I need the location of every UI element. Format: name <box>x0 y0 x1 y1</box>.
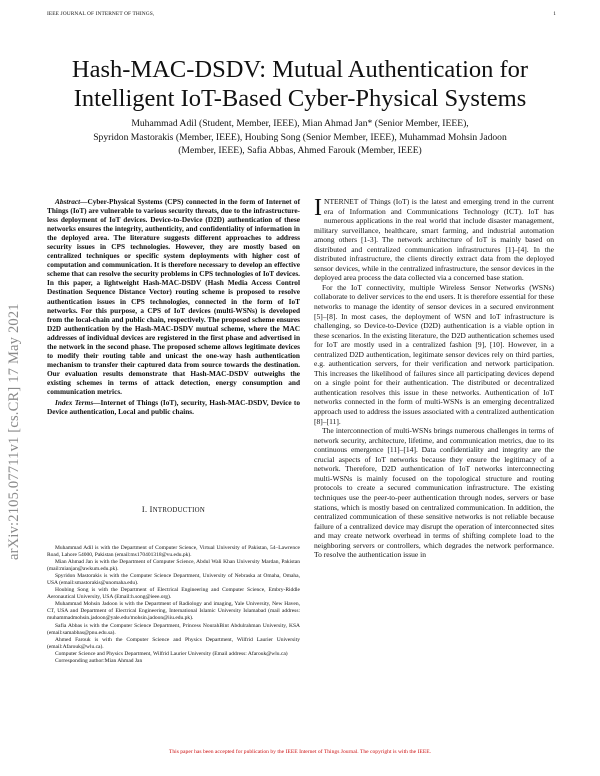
intro-paragraph-1: INTERNET of Things (IoT) is the latest and emerging trend in the current era of Information and Communications Technology (ICT). IoT has numerous applications in the real world that include disaster management, military surveillance, healthcare, smart farming, and industrial automation among others [1-3]. The network architecture of IoT is mainly based on distributed and centralized communication infrastructures [1]–[4]. In the distributed infrastructure, the clients directly extract data from the deployed sensor devices, while in the centralized infrastructure, the sensor devices in the deployed area process the data collected via a concerned base station. <box>314 195 554 283</box>
drop-cap: I <box>314 195 322 221</box>
section-heading-introduction: I. INTRODUCTION <box>141 505 206 514</box>
footnote: Houbing Song is with the Department of Electrical Engineering and Computer Science, Embry-Riddle Aeronautical University, USA (Email:h.song@ieee.org). <box>47 587 300 601</box>
left-column <box>47 197 300 416</box>
lead-word: NTERNET <box>324 197 359 206</box>
abstract-text: —Cyber-Physical Systems (CPS) connected in the form of Internet of Things (IoT) are vulnerable to various security threats, due to the infrastructure-less deployment of IoT devices. Device-to-Device (D2D) authentication of these networks ensures the integrity, authenticity, and confidentiality of information in the deployed area. The literature suggests different approaches to address security issues in CPS technologies. However, they are mostly based on centralized techniques or specific system deployments with higher cost of computation and communication. It is therefore necessary to develop an effective scheme that can resolve the security problems in CPS technologies of IoT devices. In this paper, a lightweight Hash-MAC-DSDV (Hash Media Access Control Destination Sequence Distance Vector) routing scheme is proposed to resolve authentication issues in CPS technologies, connected in the form of IoT networks. For this purpose, a CPS of IoT devices (multi-WSNs) is developed from the local-chain and public chain, respectively. The proposed scheme ensures D2D authentication by the Hash-MAC-DSDV mutual scheme, where the MAC addresses of individual devices are registered in the first phase and advertised in the network in the second phase. The proposed scheme allows legitimate devices to modify their routing table and unicast the one-way hash authentication mechanism to transfer their captured data from source towards the destination. Our evaluation results demonstrate that Hash-MAC-DSDV outweighs the existing schemes in terms of attack detection, energy consumption and communication metrics. <box>47 197 300 396</box>
footnote: Muhammad Mohsin Jadoon is with the Department of Radiology and imaging, Yale University, New Haven, CT, USA and Department of Electrical Engineering, International Islamic University Islamabad (mail address: muhammadmohsin.jadoon@yale.edu/mohsin.jadoon@iiu.edu.pk). <box>47 601 300 622</box>
right-column <box>314 197 554 560</box>
author-line-1: Muhammad Adil (Student, Member, IEEE), Mian Ahmad Jan* (Senior Member, IEEE), <box>131 118 469 129</box>
footnote: Spyridon Mastorakis is with the Computer Science Department, University of Nebraska at Omaha, Omaha, USA (email:smastorakis@unomaha.edu). <box>47 573 300 587</box>
author-line-3: (Member, IEEE), Safia Abbas, Ahmed Farouk (Member, IEEE) <box>178 145 422 157</box>
index-terms-label: Index Terms <box>55 398 94 408</box>
running-head: IEEE JOURNAL OF INTERNET OF THINGS, <box>47 11 155 17</box>
index-terms <box>47 398 300 416</box>
arxiv-stamp[interactable]: arXiv:2105.07711v1 [cs.CR] 17 May 2021 <box>6 303 22 560</box>
footnote: Computer Science and Physics Department, Wilfrid Laurier University (Email address: Afarouk@wlu.ca) <box>55 650 288 657</box>
footnote: Corresponding author:Mian Ahmad Jan <box>55 657 143 664</box>
footnote: Safia Abbas is with the Computer Science Department, Princess NourahBint Abdulrahman University, KSA (email:samabbas@pnu.edu.sa). <box>47 622 300 636</box>
intro-paragraph-2: For the IoT connectivity, multiple Wireless Sensor Networks (WSNs) collaborate to deliver services to the end users. It is therefore essential for these networks to manage the identity of sensor devices in a secured environment [5]–[8]. In most cases, the deployment of WSN and IoT infrastructure is challenging, so Device-to-Device (D2D) authentication is a viable option in these scenarios. In the existing literature, the D2D authentication schemes used for IoT are mostly used in a centralized fashion [9], [10]. However, in a centralized D2D authentication, legitimate sensor devices rely on third parties, e.g. authentication servers, for their verification and network participation. This increases the likelihood of failures since all participating devices depend on a single point for their authentication. The distributed or decentralized authentication resolves this issue in these networks. Authentication of IoT networks connected in the form of multi-WSNs is an emerging decentralized approach used to address the issues associated with a centralized authentication [8]–[11]. <box>314 282 554 426</box>
author-list <box>40 117 560 158</box>
paper-title <box>40 55 560 113</box>
affiliation-footnotes <box>47 545 300 665</box>
index-terms-text: —Internet of Things (IoT), security, Hash-MAC-DSDV, Device to Device authentication, Local and public chains. <box>47 398 300 417</box>
footnote: Ahmed Farouk is with the Computer Science and Physics Department, Wilfrid Laurier University (email:Afarouk@wlu.ca). <box>47 636 300 650</box>
title-line-1: Hash-MAC-DSDV: Mutual Authentication for <box>71 56 529 83</box>
title-line-2: Intelligent IoT-Based Cyber-Physical Systems <box>73 85 527 112</box>
intro-paragraph-3: The interconnection of multi-WSNs brings numerous challenges in terms of network security, architecture, lifetime, and communication metrics, due to its continuous emergence [11]–[14]. Data confidentiality and integrity are the crucial aspects of IoT networks because they ensure the legitimacy of a network. Therefore, D2D authentication of IoT networks interconnecting multi-WSNs is mainly focused on the topological structure and routing protocols to create a secured communication infrastructure. The existing techniques use the peer-to-peer authentication through nodes, servers or base stations, which is mostly based on centralized communication. In addition, the centralized communication of these sensitive networks is not reliable because failure of a centralized device may disrupt the operation of interconnected sites and may create network overhead in terms of shifting complete load to the neighboring servers or controllers, which degrades the network performance. To resolve the authentication issue in <box>314 426 554 560</box>
publication-notice: This paper has been accepted for publication by the IEEE Internet of Things Journal. The copyright is with the IEEE. <box>168 749 432 755</box>
abstract <box>47 197 300 396</box>
footnote: Mian Ahmad Jan is with the Department of Computer Science, Abdul Wali Khan University Mardan, Pakistan (mail:mianjan@awkum.edu.pk). <box>47 559 300 573</box>
footnote: Muhammad Adil is with the Department of Computer Science, Virtual University of Pakistan, 54–Lawrence Road, Lahore 54000, Pakistan (email:ms170401318@vu.edu.pk). <box>47 545 300 559</box>
abstract-label: Abstract <box>55 197 81 206</box>
author-line-2: Spyridon Mastorakis (Member, IEEE), Houbing Song (Senior Member, IEEE), Muhammad Mohsin Jadoon <box>93 131 507 143</box>
page-number: 1 <box>553 11 556 17</box>
